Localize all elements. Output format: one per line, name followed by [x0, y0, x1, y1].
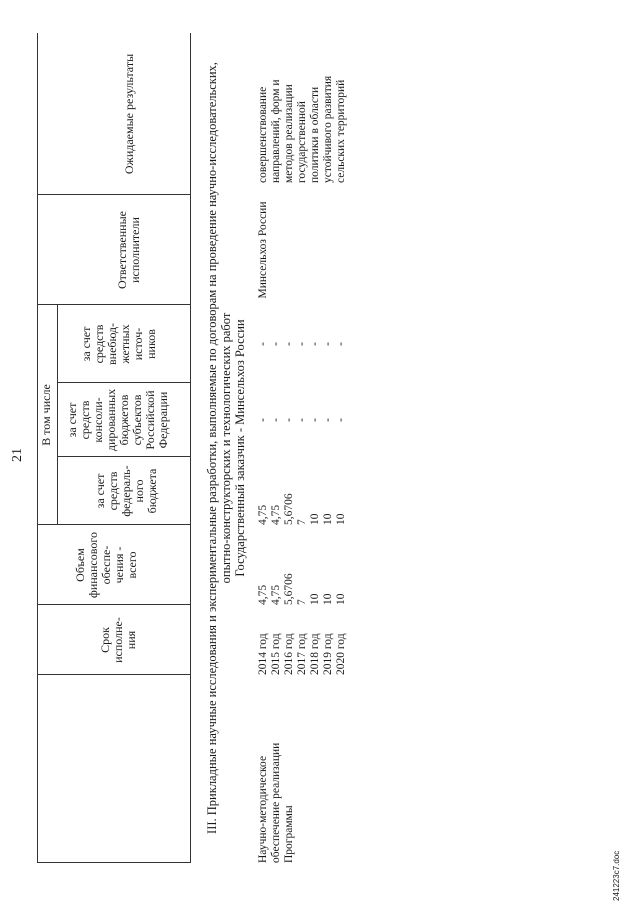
year-cell: 2014 год [257, 633, 269, 675]
federal-cell: 10 [335, 513, 347, 525]
extrabudget-cell: - [270, 342, 282, 346]
year-cell: 2015 год [270, 633, 282, 675]
total-cell: 10 [322, 593, 334, 605]
regional-cell: - [322, 418, 334, 422]
regional-cell: - [335, 418, 347, 422]
table-header-bottom-border [190, 33, 191, 863]
page-number: 21 [10, 448, 25, 462]
subheader-divider [57, 305, 58, 525]
header-executors: Ответственные исполнители [115, 211, 142, 289]
total-cell: 7 [296, 599, 308, 605]
federal-cell: 10 [322, 513, 334, 525]
header-including: В том числе [39, 384, 53, 446]
year-cell: 2019 год [322, 633, 334, 675]
footer-filename: 241223с7.doc [612, 850, 621, 901]
header-federal: за счет средств федераль- ного бюджета [93, 465, 159, 517]
total-cell: 10 [335, 593, 347, 605]
table-left-border [37, 862, 191, 863]
regional-cell: - [257, 418, 269, 422]
total-cell: 4,75 [270, 584, 282, 605]
row-name: Научно-методическое обеспечение реализации Программы [257, 742, 295, 863]
extrabudget-cell: - [257, 342, 269, 346]
federal-column [257, 457, 348, 525]
header-regional: за счет средств консоли- дированных бюджетов субъектов Российской Федерации [65, 388, 170, 452]
extrabudget-cell: - [322, 342, 334, 346]
total-column [257, 525, 348, 605]
federal-cell: 7 [296, 519, 308, 525]
regional-cell: - [270, 418, 282, 422]
section-title: III. Прикладные научные исследования и экспериментальные разработки, выполняемые по договорам на проведение научно-исследовательских, опытно-конструкторских и технологических работ Государственный заказчик - Минсельхоз России [205, 62, 247, 834]
results-cell: совершенствование направлений, форм и методов реализации государственной политики в области устойчивого развития сельских территорий [257, 75, 347, 183]
extrabudget-cell: - [296, 342, 308, 346]
year-cell: 2017 год [296, 633, 308, 675]
total-cell: 10 [309, 593, 321, 605]
total-cell: 5,6706 [283, 573, 295, 605]
extrabudget-cell: - [283, 342, 295, 346]
year-cell: 2018 год [309, 633, 321, 675]
regional-column [257, 383, 348, 457]
header-term: Срок исполне- ния [98, 617, 138, 663]
year-cell: 2016 год [283, 633, 295, 675]
total-cell: 4,75 [257, 584, 269, 605]
federal-cell: 4,75 [270, 504, 282, 525]
executor-cell: Минсельхоз России [257, 201, 269, 299]
table-top-border [37, 33, 38, 863]
years-column [257, 605, 348, 675]
year-cell: 2020 год [335, 633, 347, 675]
federal-cell: 4,75 [257, 504, 269, 525]
federal-cell: 10 [309, 513, 321, 525]
extrabudget-column [257, 305, 348, 383]
header-results: Ожидаемые результаты [122, 53, 136, 175]
extrabudget-cell: - [309, 342, 321, 346]
regional-cell: - [283, 418, 295, 422]
col-divider-7 [37, 194, 191, 195]
regional-cell: - [296, 418, 308, 422]
regional-cell: - [309, 418, 321, 422]
federal-cell: 5,6706 [283, 493, 295, 525]
extrabudget-cell: - [335, 342, 347, 346]
header-extrabudget: за счет средств внебюд- жетных источ- ников [79, 323, 158, 365]
header-total: Объем финансового обеспе- чения - всего [73, 532, 139, 598]
